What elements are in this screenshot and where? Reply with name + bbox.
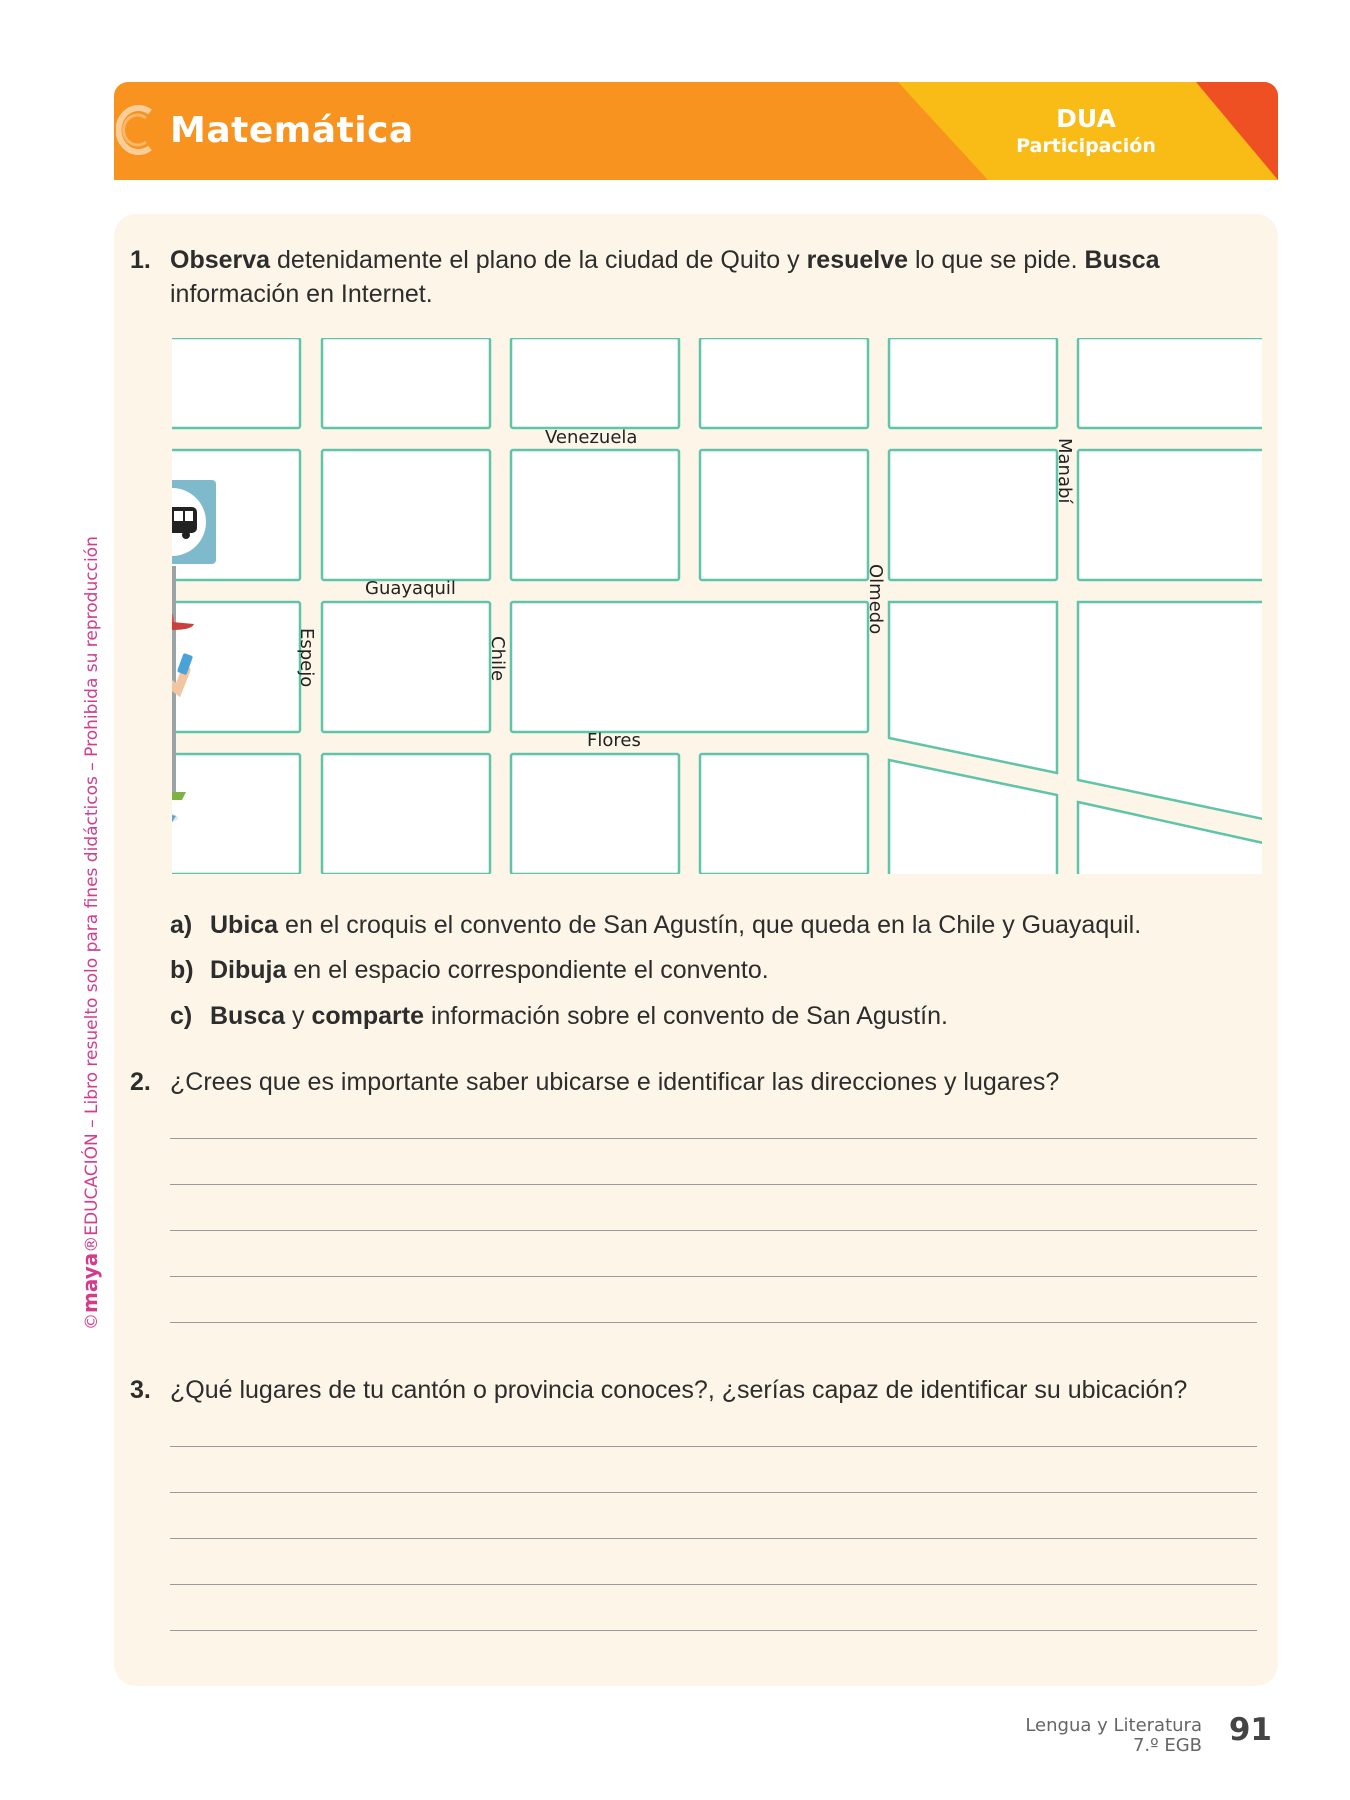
footer-subject: Lengua y Literatura 7.º EGB [1025,1715,1202,1756]
street-label-espejo: Espejo [296,628,317,688]
answer-line[interactable] [170,1184,1257,1185]
map-block [322,338,490,428]
map-block [511,450,679,580]
map-block [322,450,490,580]
answer-line[interactable] [170,1630,1257,1631]
city-map [172,338,1262,874]
page-title: Matemática [170,110,414,151]
map-blocks [172,338,1262,874]
map-block [889,450,1057,580]
map-block [700,450,868,580]
map-block [889,602,1057,773]
answer-line[interactable] [170,1276,1257,1277]
map-block [700,338,868,428]
map-block [1078,602,1262,820]
header-banner [114,82,1278,180]
answer-line[interactable] [170,1584,1257,1585]
street-label-chile: Chile [487,636,508,682]
map-block [322,602,490,732]
subitem-b: b) Dibuja en el espacio correspondiente el convento. [170,956,769,984]
answer-line[interactable] [170,1138,1257,1139]
map-block [172,602,300,732]
map-block [1078,338,1262,428]
answer-line[interactable] [170,1446,1257,1447]
answer-line[interactable] [170,1322,1257,1323]
dua-title: DUA [1056,104,1116,133]
map-block [172,338,300,428]
copyright-watermark: ©maya®EDUCACIÓN – Libro resuelto solo para fines didácticos – Prohibida su reproducción [78,536,102,1330]
map-block [322,754,490,874]
map-block [889,338,1057,428]
answer-line[interactable] [170,1538,1257,1539]
subitem-c: c) Busca y comparte información sobre el convento de San Agustín. [170,1002,948,1030]
question-3: 3. ¿Qué lugares de tu cantón o provincia conoces?, ¿serías capaz de identificar su ubicación? [130,1376,1188,1404]
map-block [511,602,868,732]
street-label-venezuela: Venezuela [545,427,638,448]
map-block [700,754,868,874]
dua-badge [1006,104,1166,158]
map-block [889,760,1057,874]
street-label-manabi: Manabí [1054,438,1075,504]
subitem-a: a) Ubica en el croquis el convento de San Agustín, que queda en la Chile y Guayaquil. [170,911,1142,939]
section-logo-icon [116,104,158,156]
answer-line[interactable] [170,1230,1257,1231]
street-label-olmedo: Olmedo [865,564,886,635]
map-block [172,754,300,874]
map-block [511,338,679,428]
dua-subtitle: Participación [1016,135,1156,157]
question-1: 1. Observa detenidamente el plano de la ciudad de Quito y resuelve lo que se pide. Busca información en Internet. [130,246,1160,308]
question-2: 2. ¿Crees que es importante saber ubicarse e identificar las direcciones y lugares? [130,1068,1060,1096]
map-block [1078,450,1262,580]
street-label-guayaquil: Guayaquil [365,578,456,599]
map-block [511,754,679,874]
page-number: 91 [1228,1712,1272,1748]
street-label-flores: Flores [587,730,641,751]
answer-line[interactable] [170,1492,1257,1493]
